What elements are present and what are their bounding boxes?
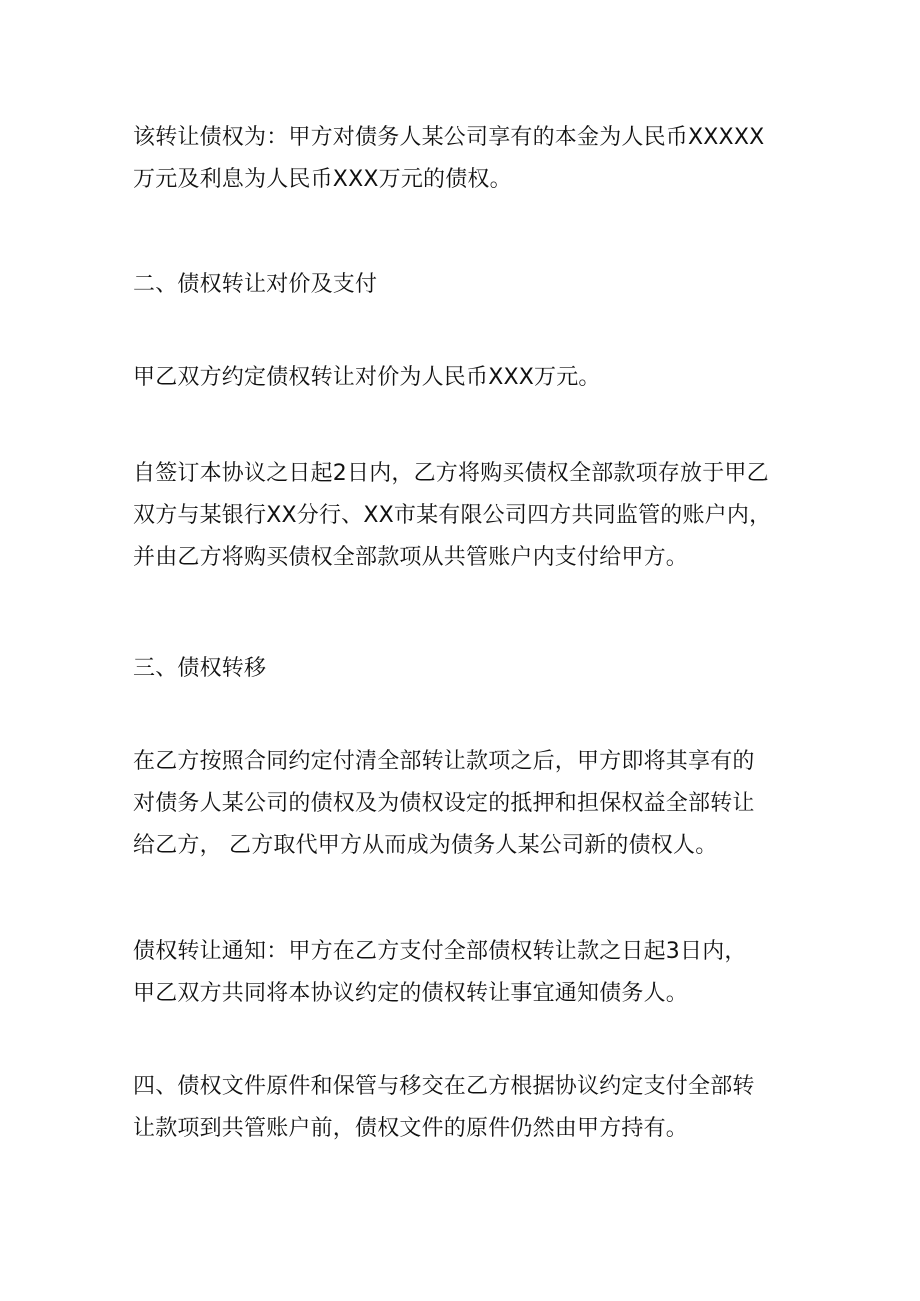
paragraph-line: 债权转让通知：甲方在乙方支付全部债权转让款之日起3日内， (133, 939, 747, 964)
paragraph-line: 自签订本协议之日起2日内，乙方将购买债权全部款项存放于甲乙 (133, 461, 769, 486)
paragraph-line: 双方与某银行XX分行、XX市某有限公司四方共同监管的账户内， (133, 503, 772, 528)
paragraph-line: 甲乙双方共同将本协议约定的债权转让事宜通知债务人。 (133, 981, 689, 1006)
paragraph-line: 四、债权文件原件和保管与移交在乙方根据协议约定支付全部转 (133, 1074, 755, 1099)
paragraph-transfer-notice (133, 931, 793, 1015)
section-heading-consideration: 二、债权转让对价及支付 (133, 272, 378, 297)
paragraph-line: 万元及利息为人民币XXX万元的债权。 (133, 167, 512, 192)
paragraph-line: 并由乙方将购买债权全部款项从共管账户内支付给甲方。 (133, 545, 689, 570)
paragraph-line: 对债务人某公司的债权及为债权设定的抵押和担保权益全部转让 (133, 791, 755, 816)
paragraph-line: 该转让债权为：甲方对债务人某公司享有的本金为人民币XXXXX (133, 125, 765, 150)
paragraph-line: 甲乙双方约定债权转让对价为人民币XXX万元。 (133, 365, 601, 390)
paragraph-line: 给乙方， 乙方取代甲方从而成为债务人某公司新的债权人。 (133, 833, 718, 858)
section-heading-transfer: 三、债权转移 (133, 656, 267, 681)
paragraph-claim-transfer (133, 741, 793, 867)
paragraph-payment-escrow (133, 453, 793, 579)
paragraph-documents-custody (133, 1066, 793, 1150)
paragraph-consideration-amount (133, 357, 793, 399)
paragraph-transferred-claim (133, 117, 793, 201)
paragraph-line: 让款项到共管账户前，债权文件的原件仍然由甲方持有。 (133, 1116, 689, 1141)
paragraph-line: 在乙方按照合同约定付清全部转让款项之后，甲方即将其享有的 (133, 749, 755, 774)
